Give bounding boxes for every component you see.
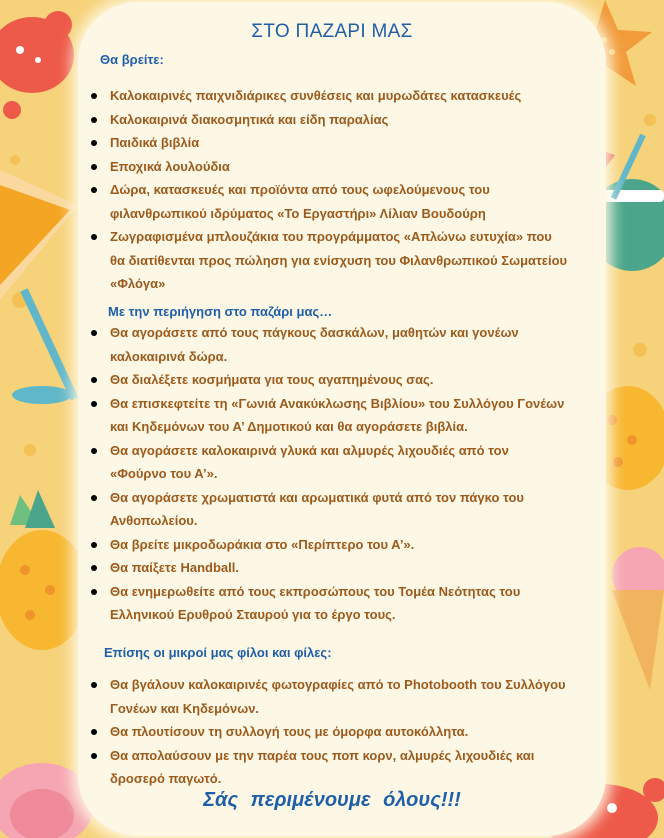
list-item: Παιδικά βιβλία [89,131,569,155]
list-item: Θα παίξετε Handball. [89,556,569,580]
list-item: Θα επισκεφτείτε τη «Γωνιά Ανακύκλωσης Βιβλίου» του Συλλόγου Γονέων και Κηδεμόνων του Α’ Δημοτικού και θα αγοράσετε βιβλία. [89,392,569,439]
list-item: Θα ενημερωθείτε από τους εκπροσώπους του Τομέα Νεότητας του Ελληνικού Ερυθρού Σταυρού για το έργο τους. [89,580,569,627]
list-item: Καλοκαιρινά διακοσμητικά και είδη παραλίας [89,108,569,132]
list-item: Ζωγραφισμένα μπλουζάκια του προγράμματος «Απλώνω ευτυχία» που θα διατίθενται προς πώληση για ενίσχυση του Φιλανθρωπικού Σωματείου «Φλόγα» [89,225,569,296]
section-heading-kids: Επίσης οι μικροί μας φίλοι και φίλες: [104,645,332,660]
page-title: ΣΤΟ ΠΑΖΑΡΙ ΜΑΣ [251,21,413,42]
tour-list [89,321,569,627]
list-item: Θα απολαύσουν με την παρέα τους ποπ κορν, αλμυρές λιχουδιές και δροσερό παγωτό. [89,744,569,791]
section-heading-tour: Με την περιήγηση στο παζάρι μας… [108,304,333,319]
list-item: Θα αγοράσετε καλοκαιρινά γλυκά και αλμυρές λιχουδιές από τον «Φούρνο του Α’». [89,439,569,486]
list-item: Εποχικά λουλούδια [89,155,569,179]
section-heading-find: Θα βρείτε: [100,52,164,67]
list-item: Θα πλουτίσουν τη συλλογή τους με όμορφα αυτοκόλλητα. [89,720,569,744]
find-list [89,84,569,296]
list-item: Δώρα, κατασκευές και προϊόντα από τους ωφελούμενους του φιλανθρωπικού ιδρύματος «Το Εργαστήρι» Λίλιαν Βουδούρη [89,178,569,225]
list-item: Θα διαλέξετε κοσμήματα για τους αγαπημένους σας. [89,368,569,392]
list-item: Θα βρείτε μικροδωράκια στο «Περίπτερο του Α’». [89,533,569,557]
list-item: Καλοκαιρινές παιχνιδιάρικες συνθέσεις και μυρωδάτες κατασκευές [89,84,569,108]
kids-list [89,673,569,791]
list-item: Θα βγάλουν καλοκαιρινές φωτογραφίες από το Photobooth του Συλλόγου Γονέων και Κηδεμόνων. [89,673,569,720]
list-item: Θα αγοράσετε χρωματιστά και αρωματικά φυτά από τον πάγκο του Ανθοπωλείου. [89,486,569,533]
closing-message: Σάς περιμένουμε όλους!!! [203,789,461,811]
list-item: Θα αγοράσετε από τους πάγκους δασκάλων, μαθητών και γονέων καλοκαιρινά δώρα. [89,321,569,368]
